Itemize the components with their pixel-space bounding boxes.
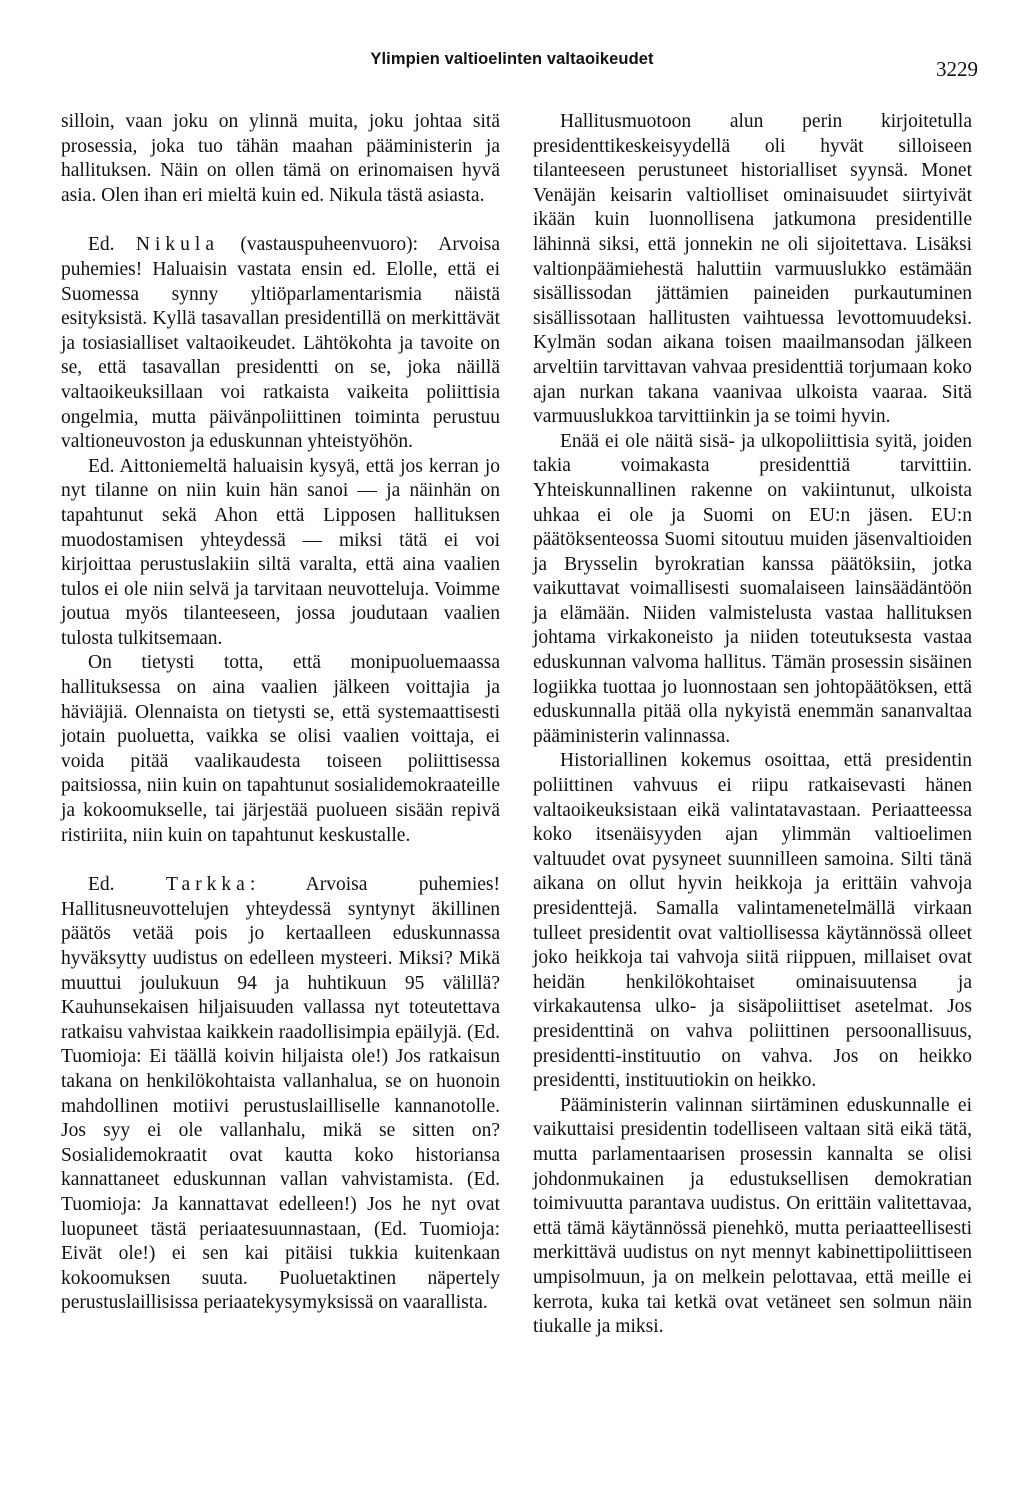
speech-nikula — [61, 233, 500, 454]
page-number: 3229 — [936, 57, 978, 81]
speech-tarkka — [61, 873, 500, 1316]
speaker-prefix: Ed. — [88, 234, 115, 256]
speech-text: (vastauspuheenvuoro): Arvoisa puhemies! Haluaisin vastata ensin ed. Elolle, että ei Suomessa synny yltiöparlamentarismia näistä esityksistä. Kyllä tasavallan presidentillä on merkittävät ja tosiasialliset valtaoikeudet. Lähtökohta ja tavoite on se, että tasavallan presidentti on se, joka näillä valtaoikeuksillaan voi ratkaista vaikeita poliittisia ongelmia, mutta päivänpoliittinen toiminta perustuu valtioneuvoston ja eduskunnan yhteistyöhön. — [61, 234, 501, 453]
paragraph: Ed. Aittoniemeltä haluaisin kysyä, että jos kerran jo nyt tilanne on niin kuin hän sanoi — ja näinhän on tapahtunut sekä Ahon että Lipposen hallituksen muodostamisen yhteydessä — miksi tätä ei voi kirjoittaa perustuslakiin siltä varalta, että aina vaalien tulos ei ole niin selvä ja tarvitaan neuvotteluja. Voimme joutua myös tilanteeseen, jossa joudutaan vaalien tulosta tulkitsemaan. — [61, 455, 500, 649]
right-column — [533, 110, 972, 1340]
speech-text: : Arvoisa puhemies! Hallitusneuvottelujen yhteydessä syntynyt äkillinen päätös vetää pois jo kertaalleen eduskunnassa hyväksytty uudistus on edelleen mysteeri. Miksi? Mikä muuttui joulukuun 94 ja huhtikuun 95 välillä? Kauhunsekaisen hiljaisuuden vallassa nyt toteutettava ratkaisu vahvistaa kaikkein raadollisimpia epäilyjä. (Ed. Tuomioja: Ei täällä koivin hiljaista ole!) Jos ratkaisun takana on henkilökohtaista vallanhalua, se on huonoin mahdollinen motiivi perustuslailliselle kannanotolle. Jos syy ei ole vallanhalu, mikä se sitten on? Sosialidemokraatit ovat kautta koko historiansa kannattaneet eduskunnan vallan vahvistamista. (Ed. Tuomioja: Ja kannattavat edelleen!) Jos he nyt ovat luopuneet tästä periaatesuunnastaan, (Ed. Tuomioja: Eivät ole!) ei sen kai pitäisi tukkia kuitenkaan kokoomuksen suuta. Puoluetaktinen näpertely perustuslaillisissa periaatekysymyksissä on vaarallista. — [61, 874, 501, 1314]
paragraph: On tietysti totta, että monipuoluemaassa hallituksessa on aina vaalien jälkeen voittajia ja häviäjiä. Olennaista on tietysti se, että systemaattisesti jotain puoluetta, vaikka se olisi vaalien voittaja, ei voida pitää vaalikaudesta toiseen poliittisessa paitsiossa, niin kuin on tapahtunut sosialidemokraateille ja kokoomukselle, tai järjestää puolueen sisään repivä ristiriita, niin kuin on tapahtunut keskustalle. — [61, 652, 500, 846]
running-header: Ylimpien valtioelinten valtaoikeudet — [370, 50, 654, 68]
paragraph: Historiallinen kokemus osoittaa, että presidentin poliittinen vahvuus ei riipu ratkaisevasti hänen valtaoikeuksistaan eikä valintatavastaan. Periaatteessa koko itsenäisyyden ajan ylimmän valtioelimen valtuudet ovat pysyneet suunnilleen samoina. Silti tänä aikana on ollut hyvin heikkoja ja erittäin vahvoja presidenttejä. Samalla valintamenetelmällä virkaan tulleet presidentit ovat valtiollisessa käytännössä olleet joko heikkoja tai vahvoja siitä riippuen, millaiset ovat heidän henkilökohtaiset ominaisuutensa ja virkakautensa ulko- ja sisäpoliittiset asetelmat. Jos presidenttinä on vahva poliittinen persoonallisuus, presidentti-instituutio on vahva. Jos on heikko presidentti, instituutiokin on heikko. — [533, 750, 972, 1092]
speaker-name: Tarkka — [165, 874, 250, 896]
left-column — [61, 110, 500, 1316]
paragraph: Pääministerin valinnan siirtäminen eduskunnalle ei vaikuttaisi presidentin todelliseen valtaan sitä eikä tätä, mutta parlamentaarisen prosessin kannalta se olisi johdonmukainen ja edustuksellisen demokratian toimivuutta parantava uudistus. On erittäin valitettavaa, että tämä käytännössä pienehkö, mutta periaatteellisesti merkittävä uudistus on nyt mennyt kabinettipoliittiseen umpisolmuun, ja on melkein pelottavaa, että meille ei kerrota, kuka tai ketkä ovat vetäneet sen solmun näin tiukalle ja miksi. — [533, 1094, 972, 1338]
speaker-prefix: Ed. — [88, 874, 115, 896]
paragraph: silloin, vaan joku on ylinnä muita, joku johtaa sitä prosessia, joka tuo tähän maahan pääministerin ja hallituksen. Näin on ollen tämä on erinomaisen hyvä asia. Olen ihan eri mieltä kuin ed. Nikula tästä asiasta. — [61, 111, 500, 206]
paragraph: Enää ei ole näitä sisä- ja ulkopoliittisia syitä, joiden takia voimakasta presidenttiä tarvittiin. Yhteiskunnallinen rakenne on vakiintunut, ulkoista uhkaa ei ole ja Suomi on EU:n jäsen. EU:n päätöksenteossa Suomi sitoutuu muiden jäsenvaltioiden ja Brysselin byrokratian kanssa päätöksiin, jotka vaikuttavat voimallisesti suomalaiseen lainsäädäntöön ja elämään. Niiden valmistelusta vastaa hallituksen johtama virkakoneisto ja niiden toteutuksesta vastaa eduskunnan valvoma hallitus. Tämän prosessin sisäinen logiikka tuottaa jo luonnostaan sen johtopäätöksen, että eduskunnalla pitää olla nykyistä enemmän sananvaltaa pääministerin valinnassa. — [533, 430, 972, 747]
paragraph: Hallitusmuotoon alun perin kirjoitetulla presidenttikeskeisyydellä oli hyvät silloiseen tilanteeseen perustuneet historialliset syynsä. Monet Venäjän keisarin valtiolliset ominaisuudet siirtyivät ikään kuin luonnollisena jatkumona presidentille lähinnä siksi, että jonnekin ne oli sijoitettava. Lisäksi valtionpäämiehestä haluttiin varmuuslukko estämään sisällissodan jättämien paineiden purkautuminen sisällissotaan hallitusten vaihtuessa levottomuudeksi. Kylmän sodan aikana toisen maailmansodan jälkeen arveltiin tarvittavan vahvaa presidenttiä torjumaan koko ajan nurkan takana vaanivaa ulkoista vaaraa. Sitä varmuuslukkoa tarvittiinkin ja se toimi hyvin. — [533, 111, 972, 428]
speaker-name: Nikula — [135, 234, 219, 256]
